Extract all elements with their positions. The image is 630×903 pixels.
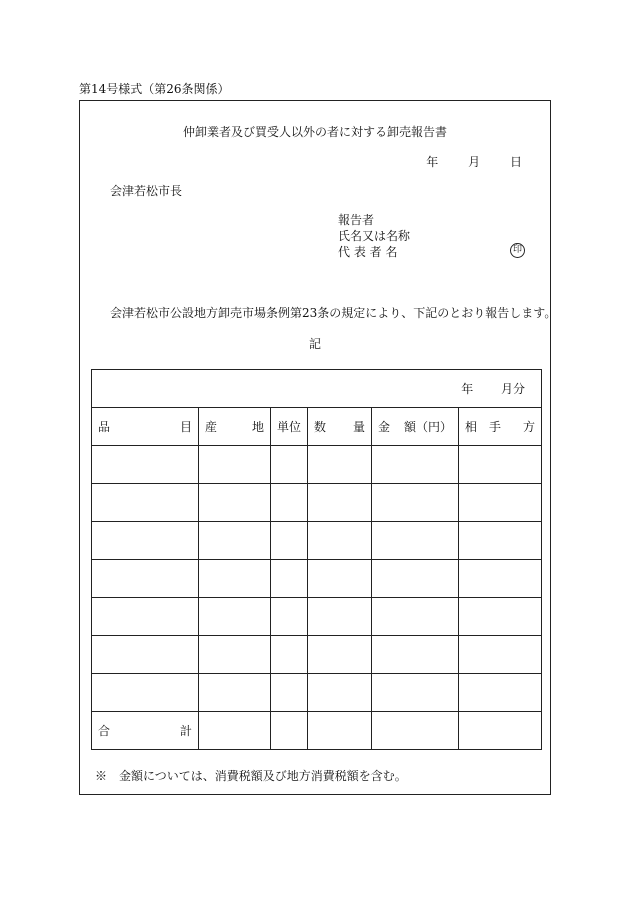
table-cell[interactable]: [92, 674, 199, 712]
date-year: 年: [426, 155, 439, 169]
header-amount-left: 金: [378, 420, 391, 434]
date-day: 日: [509, 155, 522, 169]
reporter-name-label: 氏名又は名称: [338, 229, 411, 243]
seal-mark: 印: [510, 243, 525, 258]
total-row: [92, 712, 542, 750]
table-row: [92, 560, 542, 598]
header-item-right: 目: [179, 420, 192, 434]
table-cell[interactable]: [459, 674, 542, 712]
header-amount-right: 額（円）: [403, 420, 452, 434]
header-origin-left: 産: [205, 420, 218, 434]
table-row: [92, 674, 542, 712]
table-row: [92, 636, 542, 674]
period-cell: [92, 370, 542, 408]
table-cell[interactable]: [459, 446, 542, 484]
table-cell[interactable]: [459, 636, 542, 674]
total-label-left: 合: [98, 724, 111, 738]
table-cell[interactable]: [271, 446, 308, 484]
table-cell[interactable]: [459, 560, 542, 598]
header-unit: 単位: [271, 408, 308, 446]
report-table: [91, 369, 542, 750]
table-cell[interactable]: [199, 636, 271, 674]
header-origin: [199, 408, 271, 446]
table-cell[interactable]: [199, 522, 271, 560]
period-month: 月分: [501, 382, 526, 396]
header-counterparty: [459, 408, 542, 446]
table-row: [92, 598, 542, 636]
table-cell[interactable]: [372, 522, 459, 560]
table-row: [92, 484, 542, 522]
table-cell[interactable]: [92, 522, 199, 560]
table-cell[interactable]: [372, 446, 459, 484]
header-item: [92, 408, 199, 446]
header-quantity-right: 量: [352, 420, 365, 434]
body-text: 会津若松市公設地方卸売市場条例第23条の規定により、下記のとおり報告します。: [110, 306, 557, 320]
table-cell[interactable]: [459, 598, 542, 636]
table-cell[interactable]: [308, 712, 372, 750]
footnote: ※ 金額については、消費税額及び地方消費税額を含む。: [95, 769, 407, 783]
reporter-representative-label: 代 表 者 名: [338, 245, 398, 259]
date-line: [426, 153, 522, 170]
table-cell[interactable]: [199, 560, 271, 598]
table-cell[interactable]: [372, 598, 459, 636]
table-cell[interactable]: [308, 484, 372, 522]
ki-heading: 記: [308, 337, 321, 351]
reporter-block: [338, 212, 410, 260]
header-quantity: [308, 408, 372, 446]
header-origin-right: 地: [251, 420, 264, 434]
table-cell[interactable]: [199, 446, 271, 484]
report-form-frame: [79, 100, 557, 795]
addressee: 会津若松市長: [110, 184, 183, 198]
table-cell[interactable]: [308, 674, 372, 712]
total-label-right: 計: [179, 724, 192, 738]
table-cell[interactable]: [92, 446, 199, 484]
table-cell[interactable]: [459, 522, 542, 560]
table-cell[interactable]: [308, 446, 372, 484]
table-cell[interactable]: [372, 674, 459, 712]
table-cell[interactable]: [308, 636, 372, 674]
header-counterparty-left: 相 手: [465, 420, 502, 434]
table-cell[interactable]: [92, 598, 199, 636]
table-cell[interactable]: [459, 712, 542, 750]
table-cell[interactable]: [308, 560, 372, 598]
period-year: 年: [461, 382, 474, 396]
header-counterparty-right: 方: [523, 420, 536, 434]
table-row: [92, 522, 542, 560]
table-cell[interactable]: [199, 674, 271, 712]
table-cell[interactable]: [92, 484, 199, 522]
table-cell[interactable]: [372, 712, 459, 750]
date-month: 月: [468, 155, 481, 169]
table-cell[interactable]: [271, 674, 308, 712]
header-row: [92, 408, 542, 446]
table-cell[interactable]: [92, 636, 199, 674]
form-title: 仲卸業者及び買受人以外の者に対する卸売報告書: [182, 125, 447, 139]
reporter-label: 報告者: [338, 213, 375, 227]
table-cell[interactable]: [459, 484, 542, 522]
header-amount: [372, 408, 459, 446]
table-cell[interactable]: [199, 598, 271, 636]
table-cell[interactable]: [372, 484, 459, 522]
table-cell[interactable]: [199, 712, 271, 750]
table-cell[interactable]: [308, 522, 372, 560]
table-cell[interactable]: [271, 522, 308, 560]
table-cell[interactable]: [199, 484, 271, 522]
header-item-left: 品: [98, 420, 111, 434]
table-cell[interactable]: [271, 560, 308, 598]
table-row: [92, 446, 542, 484]
form-code: 第14号様式（第26条関係）: [79, 82, 230, 96]
table-cell[interactable]: [271, 712, 308, 750]
table-cell[interactable]: [372, 636, 459, 674]
period-row: [92, 370, 542, 408]
total-label-cell: [92, 712, 199, 750]
table-cell[interactable]: [271, 636, 308, 674]
table-cell[interactable]: [372, 560, 459, 598]
table-cell[interactable]: [308, 598, 372, 636]
table-cell[interactable]: [92, 560, 199, 598]
header-quantity-left: 数: [314, 420, 327, 434]
table-cell[interactable]: [271, 484, 308, 522]
table-cell[interactable]: [271, 598, 308, 636]
